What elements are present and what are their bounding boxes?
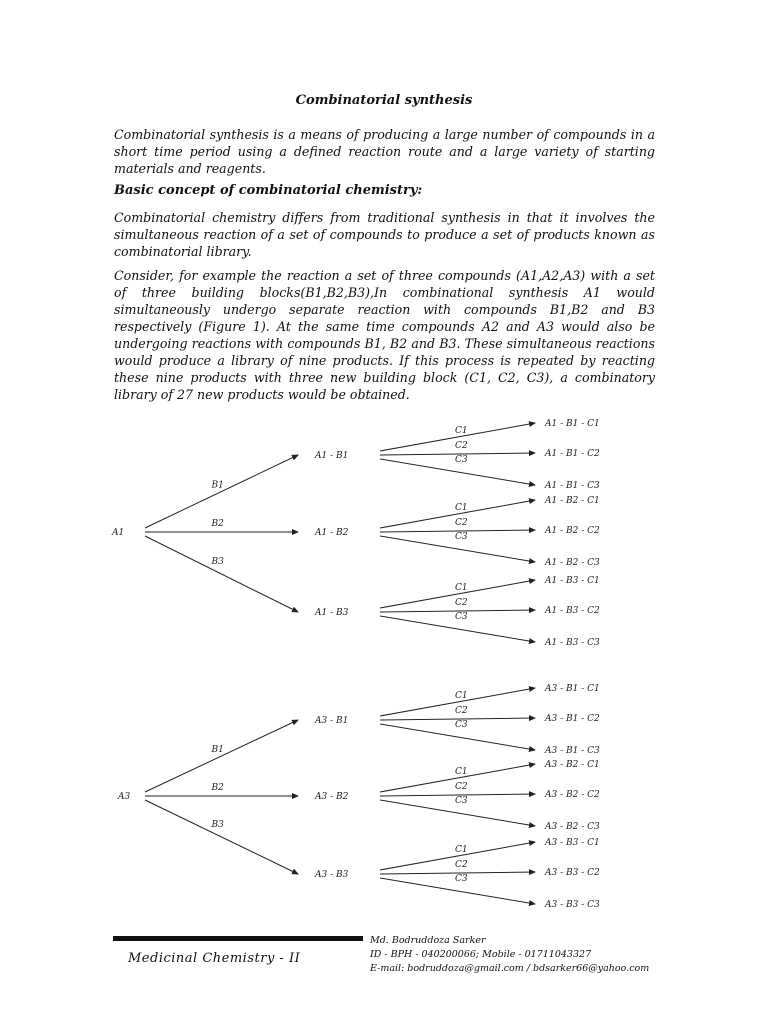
edge-label-0-0: B1 — [211, 480, 224, 491]
product-1-0-2: A3 - B1 - C3 — [545, 746, 600, 756]
intermediate-0-1: A1 - B2 — [315, 528, 349, 538]
product-0-1-0: A1 - B2 - C1 — [545, 496, 600, 506]
intermediate-1-1: A3 - B2 — [315, 792, 349, 802]
leaf-edge-label-0-1-2: C3 — [455, 532, 468, 542]
product-1-2-0: A3 - B3 - C1 — [545, 838, 600, 848]
footer-rule — [113, 936, 363, 941]
product-0-1-2: A1 - B2 - C3 — [545, 558, 600, 568]
product-0-1-1: A1 - B2 - C2 — [545, 526, 600, 536]
example-paragraph: Consider, for example the reaction a set of three compounds (A1,A2,A3) with a set of three building blocks(B1,B2,B3),In combinational synthesis A1 would simultaneously undergo separate reaction with compounds B1,B2 and B3 respectively (Figure 1). At the same time compounds A2 and A3 would also be undergoing reactions with compounds B1, B2 and B3. These simultaneous reactions would produce a library of nine products. If this process is repeated by reacting these nine products with three new building block (C1, C2, C3), a combinatory library of 27 new products would be obtained. — [114, 268, 655, 402]
leaf-edge-label-0-0-0: C1 — [455, 426, 468, 436]
footer-author: Md. Bodruddoza Sarker — [370, 935, 486, 946]
footer-author-block — [370, 934, 649, 976]
edge-label-0-1: B2 — [211, 519, 224, 529]
product-0-0-1: A1 - B1 - C2 — [545, 449, 600, 459]
leaf-edge-label-0-0-1: C2 — [455, 441, 468, 451]
leaf-edge-label-1-1-0: C1 — [455, 767, 468, 777]
edge-0-0 — [145, 455, 298, 528]
product-1-0-1: A3 - B1 - C2 — [545, 714, 600, 724]
product-1-2-2: A3 - B3 - C3 — [545, 900, 600, 910]
edge-label-1-1: B2 — [211, 783, 224, 793]
intermediate-0-0: A1 - B1 — [315, 451, 349, 461]
product-1-0-0: A3 - B1 - C1 — [545, 684, 600, 694]
intermediate-1-2: A3 - B3 — [315, 870, 349, 880]
root-label-0: A1 — [112, 528, 125, 538]
leaf-edge-label-0-1-1: C2 — [455, 518, 468, 528]
combinatorial-tree-diagram — [0, 400, 768, 930]
leaf-edge-label-0-0-2: C3 — [455, 455, 468, 465]
leaf-edge-label-1-0-2: C3 — [455, 720, 468, 730]
edge-1-0 — [145, 720, 298, 792]
product-1-1-0: A3 - B2 - C1 — [545, 760, 600, 770]
root-label-1: A3 — [118, 792, 131, 802]
leaf-edge-label-1-1-2: C3 — [455, 796, 468, 806]
concept-paragraph: Combinatorial chemistry differs from traditional synthesis in that it involves the simultaneous reaction of a set of compounds to produce a set of products known as combinatorial library. — [114, 210, 655, 259]
leaf-edge-label-0-1-0: C1 — [455, 503, 468, 513]
edge-label-1-2: B3 — [211, 820, 224, 830]
footer-course: Medicinal Chemistry - II — [128, 951, 301, 966]
leaf-edge-label-1-2-2: C3 — [455, 874, 468, 884]
leaf-edge-label-1-0-0: C1 — [455, 691, 468, 701]
footer-contact: ID - BPH - 040200066; Mobile - 01711043327 — [370, 949, 592, 960]
edge-1-2 — [145, 800, 298, 874]
intermediate-0-2: A1 - B3 — [315, 608, 349, 618]
section-heading: Basic concept of combinatorial chemistry: — [114, 183, 423, 198]
leaf-edge-label-1-0-1: C2 — [455, 706, 468, 716]
product-0-2-1: A1 - B3 - C2 — [545, 606, 600, 616]
product-0-2-0: A1 - B3 - C1 — [545, 576, 600, 586]
leaf-edge-label-1-1-1: C2 — [455, 782, 468, 792]
product-0-0-0: A1 - B1 - C1 — [545, 419, 600, 429]
intro-paragraph: Combinatorial synthesis is a means of producing a large number of compounds in a short time period using a defined reaction route and a large variety of starting materials and reagents. — [114, 127, 655, 176]
leaf-edge-label-0-2-0: C1 — [455, 583, 468, 593]
leaf-edge-label-0-2-2: C3 — [455, 612, 468, 622]
leaf-edge-label-0-2-1: C2 — [455, 598, 468, 608]
product-1-1-1: A3 - B2 - C2 — [545, 790, 600, 800]
product-0-2-2: A1 - B3 - C3 — [545, 638, 600, 648]
leaf-edge-label-1-2-0: C1 — [455, 845, 468, 855]
intermediate-1-0: A3 - B1 — [315, 716, 349, 726]
edge-label-1-0: B1 — [211, 745, 224, 755]
product-1-1-2: A3 - B2 - C3 — [545, 822, 600, 832]
product-0-0-2: A1 - B1 - C3 — [545, 481, 600, 491]
footer-email: E-mail: bodruddoza@gmail.com / bdsarker66@yahoo.com — [370, 963, 650, 974]
leaf-edge-label-1-2-1: C2 — [455, 860, 468, 870]
document-title: Combinatorial synthesis — [295, 93, 473, 108]
product-1-2-1: A3 - B3 - C2 — [545, 868, 600, 878]
edge-0-2 — [145, 536, 298, 612]
edge-label-0-2: B3 — [211, 557, 224, 567]
